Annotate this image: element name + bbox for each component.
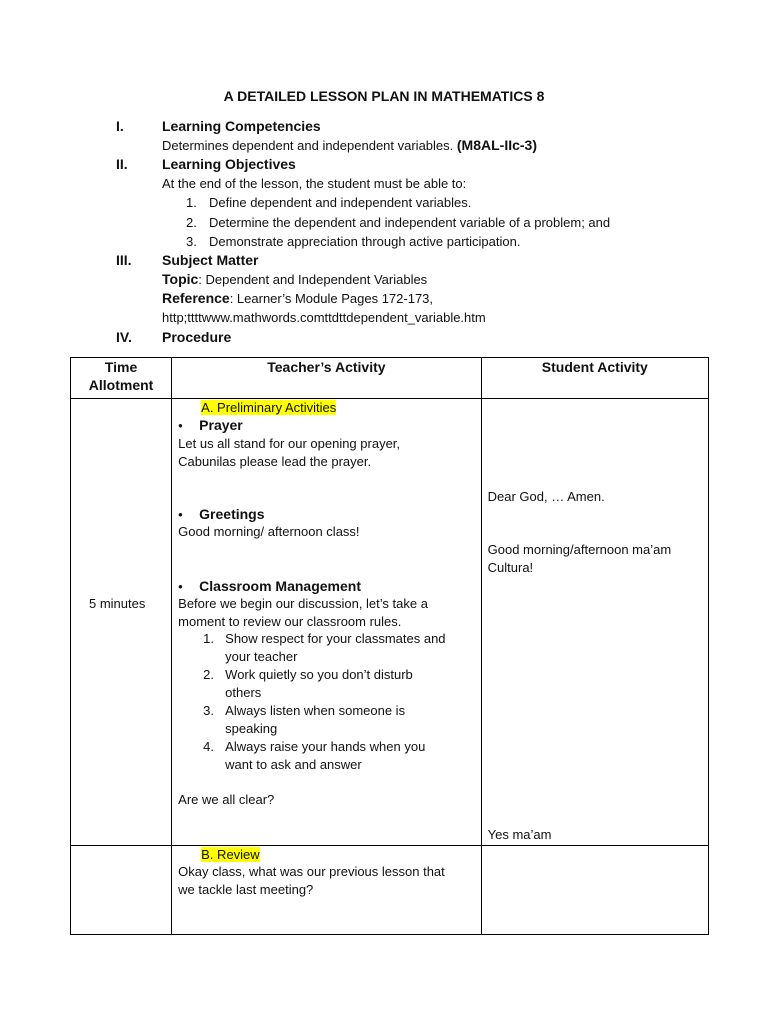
rule-number: 4.	[203, 739, 214, 754]
prayer-text-1: Let us all stand for our opening prayer,	[178, 436, 401, 451]
table-header-row	[71, 358, 709, 399]
bullet-icon: •	[178, 507, 183, 522]
student-activity-cell-empty	[481, 846, 708, 935]
section-number-2: II.	[116, 156, 128, 172]
objective-number: 1.	[186, 195, 197, 210]
student-activity-cell	[481, 399, 708, 846]
objectives-list	[162, 194, 610, 253]
reference-label: Reference	[162, 290, 230, 306]
student-greeting-response-2: Cultura!	[487, 560, 534, 575]
header-teachers-activity: Teacher’s Activity	[172, 358, 481, 399]
teacher-activity-cell	[172, 846, 481, 935]
competencies-text	[162, 136, 537, 155]
teacher-activity-cell	[172, 399, 481, 846]
rule-text: Show respect for your classmates and	[225, 631, 446, 646]
rule-number: 2.	[203, 667, 214, 682]
rule-number: 3.	[203, 703, 214, 718]
header-time-allotment: Time Allotment	[71, 358, 172, 399]
table-row	[71, 846, 709, 935]
section-number-4: IV.	[116, 329, 132, 345]
competencies-heading: Learning Competencies	[162, 118, 321, 134]
procedure-table	[70, 357, 709, 935]
rule-text: Always raise your hands when you	[225, 739, 426, 754]
classroom-management-text-2: moment to review our classroom rules.	[178, 614, 402, 629]
objective-text: Demonstrate appreciation through active participation.	[209, 234, 521, 249]
classroom-management-text-1: Before we begin our discussion, let’s take a	[178, 596, 428, 611]
section-number-1: I.	[116, 118, 124, 134]
competency-code: (M8AL-IIc-3)	[456, 137, 538, 153]
objective-text: Determine the dependent and independent variable of a problem; and	[209, 214, 611, 230]
rule-text: Always listen when someone is	[225, 703, 406, 718]
reference-url: http;ttttwww.mathwords.comttdttdependent_variable.htm	[162, 310, 486, 325]
review-text-1: Okay class, what was our previous lesson that	[178, 864, 445, 879]
student-prayer-response: Dear God, … Amen.	[487, 489, 605, 504]
preliminary-activities-label: A. Preliminary Activities	[201, 400, 337, 415]
topic-line	[162, 270, 427, 289]
review-label: B. Review	[201, 847, 260, 862]
reference-line	[162, 289, 433, 308]
section-number-3: III.	[116, 252, 132, 268]
time-cell-empty	[71, 846, 172, 935]
prayer-heading: • Prayer	[178, 417, 243, 433]
student-greeting-response-1: Good morning/afternoon ma’am	[487, 542, 672, 557]
topic-value: : Dependent and Independent Variables	[198, 272, 428, 287]
greetings-heading: • Greetings	[178, 506, 265, 522]
objective-item	[162, 194, 610, 214]
classroom-management-heading: • Classroom Management	[178, 578, 361, 594]
bullet-icon: •	[178, 579, 183, 594]
objectives-intro: At the end of the lesson, the student must be able to:	[162, 176, 467, 191]
subject-matter-heading: Subject Matter	[162, 252, 259, 268]
time-cell	[71, 399, 172, 846]
objective-item	[162, 214, 610, 234]
objective-text: Define dependent and independent variables.	[209, 195, 472, 210]
review-text-2: we tackle last meeting?	[178, 882, 314, 897]
objectives-heading: Learning Objectives	[162, 156, 296, 172]
rule-text: Work quietly so you don’t disturb	[225, 667, 413, 682]
bullet-icon: •	[178, 418, 183, 433]
page-title: A DETAILED LESSON PLAN IN MATHEMATICS 8	[223, 88, 545, 104]
rule-text-cont: want to ask and answer	[225, 757, 362, 772]
procedure-heading: Procedure	[162, 329, 232, 345]
objective-item	[162, 233, 610, 253]
prayer-text-2: Cabunilas please lead the prayer.	[178, 454, 372, 469]
student-yes-response: Yes ma’am	[487, 827, 552, 842]
objective-number: 2.	[186, 214, 197, 230]
clear-question: Are we all clear?	[178, 792, 275, 807]
greetings-text: Good morning/ afternoon class!	[178, 524, 360, 539]
header-student-activity: Student Activity	[481, 358, 708, 399]
rule-text-cont: others	[225, 685, 262, 700]
table-row	[71, 399, 709, 846]
rule-text-cont: your teacher	[225, 649, 298, 664]
competency-statement: Determines dependent and independent variables.	[162, 138, 454, 153]
topic-label: Topic	[162, 271, 199, 287]
time-allotment-value: 5 minutes	[89, 596, 146, 611]
rule-number: 1.	[203, 631, 214, 646]
rule-text-cont: speaking	[225, 721, 278, 736]
objective-number: 3.	[186, 234, 197, 249]
reference-value: : Learner’s Module Pages 172-173,	[229, 291, 434, 306]
